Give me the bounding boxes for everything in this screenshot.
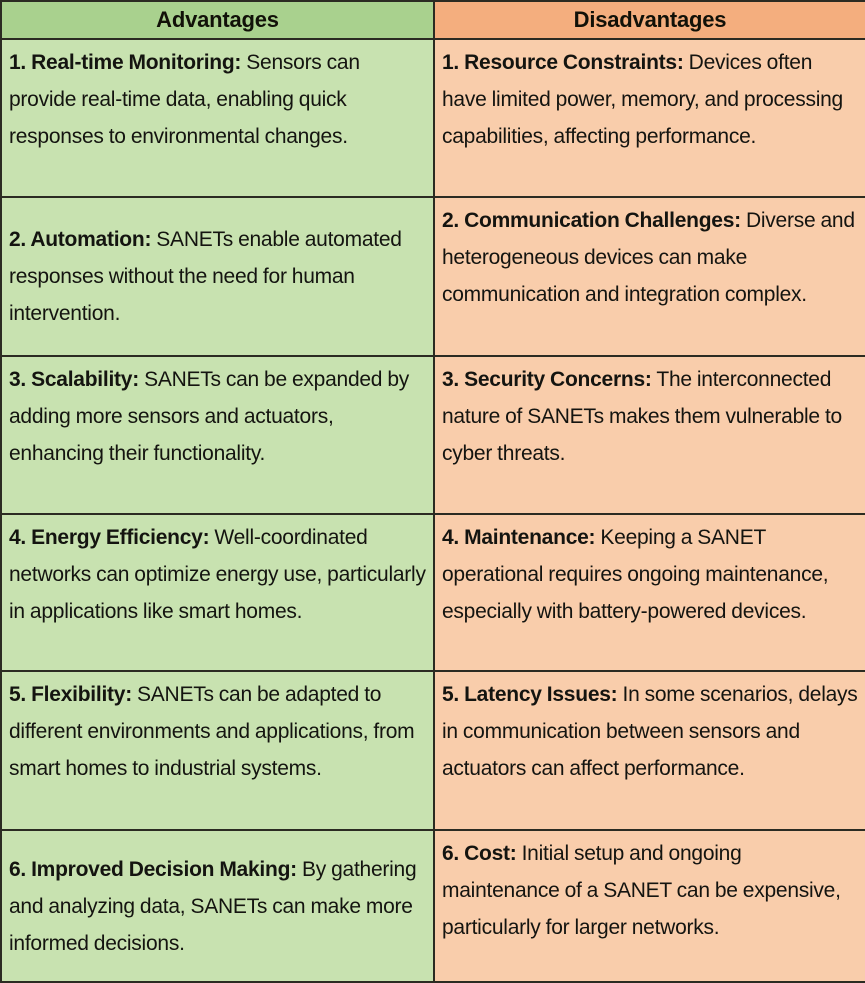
advantage-label-6: 6. Improved Decision Making: [9, 857, 297, 881]
disadvantage-text-1: Devices often have limited power, memory, and processing capabilities, affecting performance. [442, 51, 843, 148]
disadvantage-text-5: In some scenarios, delays in communication between sensors and actuators can affect performance. [442, 683, 858, 780]
advantage-label-4: 4. Energy Efficiency: [9, 526, 210, 549]
header-row [1, 1, 865, 39]
column-header-advantages: Advantages [1, 1, 434, 39]
advantage-text-2: SANETs enable automated responses without the need for human intervention. [9, 228, 402, 325]
disadvantage-text-3: The interconnected nature of SANETs makes them vulnerable to cyber threats. [442, 368, 842, 465]
disadvantage-cell-3 [434, 356, 865, 514]
disadvantage-label-3: 3. Security Concerns: [442, 368, 652, 391]
disadvantage-cell-6 [434, 830, 865, 982]
disadvantage-label-2: 2. Communication Challenges: [442, 209, 741, 232]
disadvantage-cell-4 [434, 514, 865, 671]
table-row [1, 356, 865, 514]
advantage-label-2: 2. Automation: [9, 228, 152, 251]
disadvantage-label-1: 1. Resource Constraints: [442, 51, 684, 74]
table-row [1, 39, 865, 197]
disadvantage-label-5: 5. Latency Issues: [442, 683, 618, 706]
advantage-cell-2 [1, 197, 434, 356]
disadvantage-text-2: Diverse and heterogeneous devices can make communication and integration complex. [442, 209, 855, 306]
advantage-text-5: SANETs can be adapted to different environments and applications, from smart homes to industrial systems. [9, 683, 415, 780]
advantage-text-1: Sensors can provide real-time data, enabling quick responses to environmental changes. [9, 51, 360, 148]
advantage-text-6: By gathering and analyzing data, SANETs can make more informed decisions. [9, 857, 417, 955]
column-header-disadvantages: Disadvantages [434, 1, 865, 39]
disadvantage-label-6: 6. Cost: [442, 842, 517, 865]
advantage-label-1: 1. Real-time Monitoring: [9, 51, 242, 74]
advantage-text-4: Well-coordinated networks can optimize energy use, particularly in applications like smart homes. [9, 526, 426, 623]
advantage-cell-1 [1, 39, 434, 197]
advantage-cell-4 [1, 514, 434, 671]
advantage-cell-5 [1, 671, 434, 830]
table-row [1, 671, 865, 830]
disadvantage-cell-2 [434, 197, 865, 356]
advantage-text-3: SANETs can be expanded by adding more sensors and actuators, enhancing their functionality. [9, 368, 409, 465]
advantage-cell-3 [1, 356, 434, 514]
advantage-cell-6 [1, 830, 434, 982]
disadvantage-cell-1 [434, 39, 865, 197]
disadvantage-text-4: Keeping a SANET operational requires ongoing maintenance, especially with battery-powered devices. [442, 526, 829, 623]
table-row [1, 197, 865, 356]
table-row [1, 830, 865, 982]
table-header [1, 1, 865, 39]
disadvantage-text-6: Initial setup and ongoing maintenance of a SANET can be expensive, particularly for larger networks. [442, 842, 841, 939]
advantage-label-3: 3. Scalability: [9, 368, 139, 391]
advantage-label-5: 5. Flexibility: [9, 683, 132, 706]
table-row [1, 514, 865, 671]
table-body [1, 39, 865, 982]
disadvantage-cell-5 [434, 671, 865, 830]
disadvantage-label-4: 4. Maintenance: [442, 526, 596, 549]
